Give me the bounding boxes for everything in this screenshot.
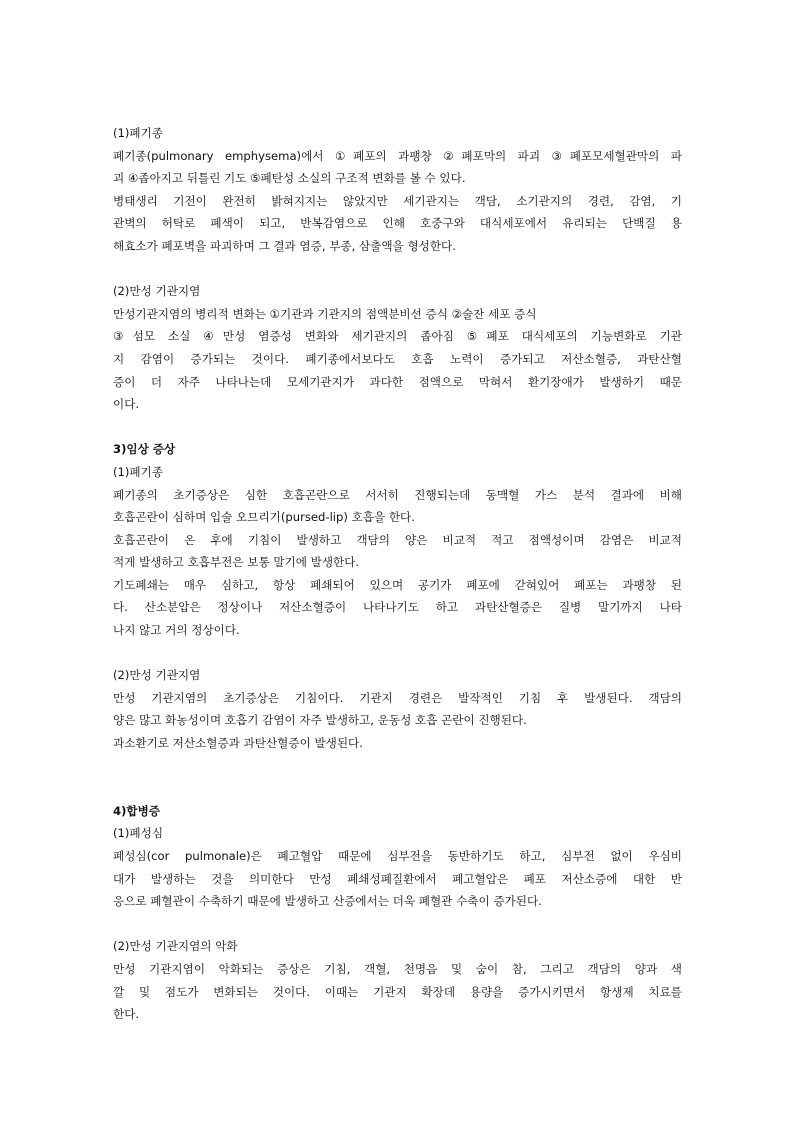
paragraph-line: ③섬모 소실 ④만성 염증성 변화와 세기관지의 좁아짐 ⑤폐포 대식세포의 기능변화로 기관 [113,329,682,344]
document-page [113,122,682,1026]
bronchitis-subheading: (2)만성 기관지염 [113,284,201,299]
paragraph-line: 해효소가 폐포벽을 파괴하며 그 결과 염증, 부종, 삼출액을 형성한다. [113,238,456,253]
cor-pulmonale-subheading: (1)폐성심 [113,826,164,841]
paragraph-line: 과소환기로 저산소혈증과 과탄산혈증이 발생된다. [113,736,363,751]
section-heading-symptoms: 3)임상 증상 [113,442,176,457]
paragraph-line: 대가 발생하는 것을 의미한다 만성 폐쇄성폐질환에서 폐고혈압은 폐포 저산소증에 대한 반 [113,871,682,886]
paragraph-line: 폐성심(cor pulmonale)은 폐고혈압 때문에 심부전을 동반하기도 하고, 심부전 없이 우심비 [113,849,682,863]
paragraph-line: 적게 발생하고 호흡부전은 보통 말기에 발생한다. [113,555,360,570]
paragraph-line: 한다. [113,1007,140,1022]
paragraph-line: 폐기종의 초기증상은 심한 호흡곤란으로 서서히 진행되는데 동맥혈 가스 분석 결과에 비해 [113,487,682,502]
paragraph-line: 괴 ④좁아지고 뒤틀린 기도 ⑤폐탄성 소실의 구조적 변화를 볼 수 있다. [113,171,466,186]
section-heading-complications: 4)합병증 [113,803,160,818]
paragraph-line: 만성기관지염의 병리적 변화는 ①기관과 기관지의 점액분비선 증식 ②술잔 세포 증식 [113,306,537,321]
paragraph-line: 호흡곤란이 심하며 입술 오므리기(pursed-lip) 호흡을 한다. [113,510,415,525]
paragraph-line: 만성 기관지염이 악화되는 증상은 기침, 객혈, 천명음 및 숨이 참, 그리고 객담의 양과 색 [113,961,682,976]
emphysema-subheading: (1)폐기종 [113,464,164,479]
paragraph-line: 만성 기관지염의 초기증상은 기침이다. 기관지 경련은 발작적인 기침 후 발생된다. 객담의 [113,690,682,705]
bronchitis-subheading: (2)만성 기관지염 [113,668,201,683]
paragraph-line: 응으로 폐혈관이 수축하기 때문에 발생하고 산증에서는 더욱 폐혈관 수축이 증가된다. [113,894,542,909]
paragraph-line: 증이 더 자주 나타나는데 모세기관지가 과다한 점액으로 막혀서 환기장애가 발생하기 때문 [113,374,682,389]
emphysema-subheading: (1)폐기종 [113,126,164,140]
paragraph-line: 폐기종(pulmonary emphysema)에서 ①폐포의 과팽창 ②폐포막의 파괴 ③폐포모세혈관막의 파 [113,148,682,163]
paragraph-line: 깔 및 점도가 변화되는 것이다. 이때는 기관지 확장데 용량을 증가시키면서 항생제 치료를 [113,984,682,999]
paragraph-line: 이다. [113,397,140,412]
paragraph-line: 기도폐쇄는 매우 심하고, 항상 폐쇄되어 있으며 공기가 폐포에 갇혀있어 폐포는 과팽창 된 [113,577,682,592]
paragraph-line: 병태생리 기전이 완전히 밝혀지지는 않았지만 세기관지는 객담, 소기관지의 경련, 감염, 기 [113,193,682,208]
paragraph-line: 다. 산소분압은 정상이나 저산소혈증이 나타나기도 하고 과탄산혈증은 질병 말기까지 나타 [113,600,682,615]
paragraph-line: 양은 많고 화농성이며 호흡기 감염이 자주 발생하고, 운동성 호흡 곤란이 진행된다. [113,713,527,728]
exacerbation-subheading: (2)만성 기관지염의 악화 [113,939,238,954]
paragraph-line: 관벽의 허탁로 폐색이 되고, 반복감염으로 인해 호중구와 대식세포에서 유리되는 단백질 용 [113,216,682,231]
paragraph-line: 지 감염이 증가되는 것이다. 폐기종에서보다도 호흡 노력이 증가되고 저산소혈증, 과탄산혈 [113,351,682,366]
paragraph-line: 나지 않고 거의 정상이다. [113,623,240,638]
paragraph-line: 호흡곤란이 온 후에 기침이 발생하고 객담의 양은 비교적 적고 점액성이며 감염은 비교적 [113,532,682,547]
